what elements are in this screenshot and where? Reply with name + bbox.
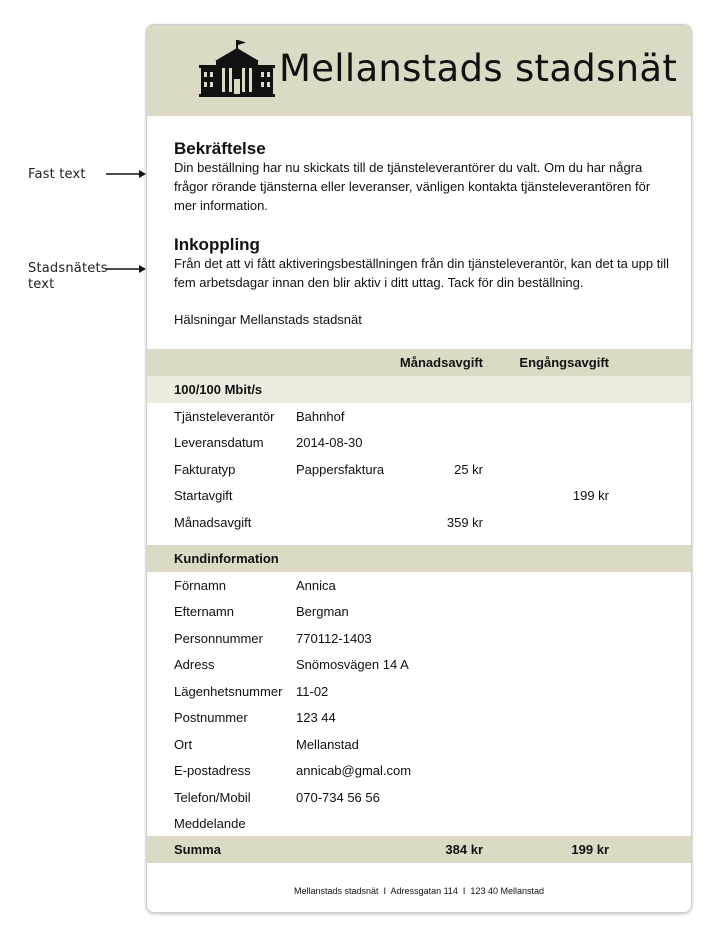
footer-address: Mellanstads stadsnät I Adressgatan 114 I 123 40 Mellanstad bbox=[294, 886, 544, 896]
table-row bbox=[147, 456, 691, 483]
row-label: Startavgift bbox=[174, 488, 233, 503]
row-value: 123 44 bbox=[296, 710, 336, 725]
row-monthly: 359 kr bbox=[446, 515, 483, 530]
row-value: 11-02 bbox=[296, 684, 329, 699]
table-row bbox=[147, 731, 691, 758]
customer-title: Kundinformation bbox=[174, 551, 279, 566]
row-label: Personnummer bbox=[174, 631, 263, 646]
total-onetime: 199 kr bbox=[571, 842, 609, 857]
brand-title: Mellanstads stadsnät bbox=[279, 47, 678, 90]
table-row bbox=[147, 598, 691, 625]
column-onetime-fee: Engångsavgift bbox=[519, 355, 609, 370]
table-row bbox=[147, 509, 691, 536]
column-monthly-fee: Månadsavgift bbox=[399, 355, 483, 370]
row-value: Annica bbox=[296, 578, 336, 593]
greeting-text: Hälsningar Mellanstads stadsnät bbox=[174, 312, 362, 327]
table-row bbox=[147, 757, 691, 784]
row-value: annicab@gmal.com bbox=[296, 763, 412, 778]
row-label: Ort bbox=[174, 737, 193, 752]
table-row bbox=[147, 625, 691, 652]
table-row bbox=[147, 403, 691, 430]
row-label: Fakturatyp bbox=[174, 462, 236, 477]
row-label: Postnummer bbox=[174, 710, 248, 725]
row-label: Leveransdatum bbox=[174, 435, 264, 450]
row-onetime: 199 kr bbox=[572, 488, 609, 503]
row-label: Månadsavgift bbox=[174, 515, 252, 530]
table-row bbox=[147, 429, 691, 456]
row-label: Förnamn bbox=[174, 578, 227, 593]
total-monthly: 384 kr bbox=[445, 842, 483, 857]
total-row bbox=[147, 836, 691, 863]
row-label: E-postadress bbox=[174, 763, 251, 778]
annotation-arrow-2 bbox=[106, 264, 146, 274]
row-value: Bergman bbox=[296, 604, 349, 619]
confirmation-heading: Bekräftelse bbox=[174, 139, 266, 158]
connection-heading: Inkoppling bbox=[174, 235, 260, 254]
row-label: Efternamn bbox=[174, 604, 234, 619]
annotation-city-text: Stadsnätets text bbox=[28, 261, 108, 292]
customer-section-header bbox=[147, 545, 691, 572]
row-value: 770112-1403 bbox=[296, 631, 372, 646]
building-icon bbox=[199, 39, 275, 97]
connection-text: Från det att vi fått aktiveringsbeställningen från din tjänsteleverantör, kan det ta upp till fem arbetsdagar innan den blir aktiv i ditt uttag. Tack för din beställning. bbox=[174, 256, 670, 290]
total-label: Summa bbox=[174, 842, 221, 857]
row-value: Pappersfaktura bbox=[296, 462, 385, 477]
row-value: 070-734 56 56 bbox=[296, 790, 380, 805]
row-value: 2014-08-30 bbox=[296, 435, 363, 450]
table-row bbox=[147, 572, 691, 599]
table-row bbox=[147, 810, 691, 837]
table-row bbox=[147, 651, 691, 678]
order-confirmation-card bbox=[146, 24, 692, 913]
row-label: Telefon/Mobil bbox=[174, 790, 251, 805]
table-row bbox=[147, 678, 691, 705]
row-label: Meddelande bbox=[174, 816, 246, 831]
row-value: Bahnhof bbox=[296, 409, 345, 424]
table-header bbox=[147, 349, 691, 376]
row-value: Snömosvägen 14 A bbox=[296, 657, 409, 672]
row-label: Tjänsteleverantör bbox=[174, 409, 275, 424]
annotation-arrow-1 bbox=[106, 169, 146, 179]
table-row bbox=[147, 482, 691, 509]
annotation-fast-text: Fast text bbox=[28, 167, 86, 182]
service-section-header bbox=[147, 376, 691, 403]
table-row bbox=[147, 784, 691, 811]
table-row bbox=[147, 704, 691, 731]
row-monthly: 25 kr bbox=[454, 462, 483, 477]
row-label: Adress bbox=[174, 657, 215, 672]
row-label: Lägenhetsnummer bbox=[174, 684, 283, 699]
row-value: Mellanstad bbox=[296, 737, 359, 752]
service-title: 100/100 Mbit/s bbox=[174, 382, 263, 397]
confirmation-text: Din beställning har nu skickats till de tjänsteleverantörer du valt. Om du har några frågor rörande tjänsterna eller leveranser, vänligen kontakta tjänsteleverantören för mer information. bbox=[174, 160, 651, 213]
page-header bbox=[147, 25, 691, 116]
